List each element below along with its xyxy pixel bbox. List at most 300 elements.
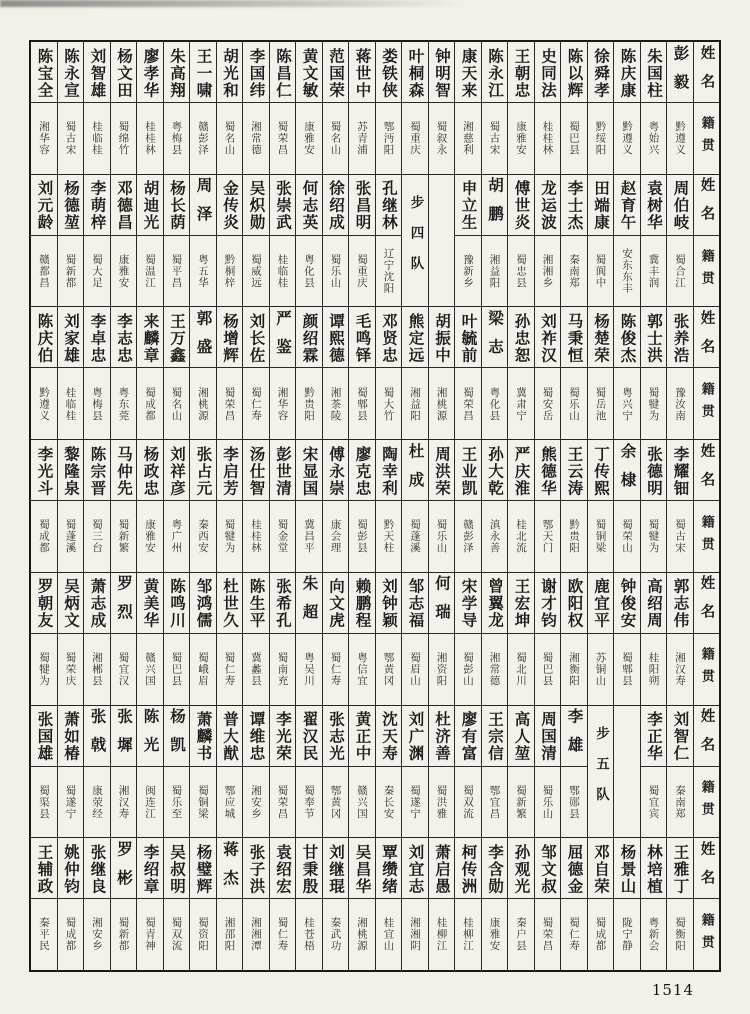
place-cell [323,236,349,307]
person-place: 黔天柱 [382,519,395,554]
person-column [455,838,482,970]
name-cell [323,175,349,236]
person-name: 袁树华 [645,180,663,232]
person-place: 蜀巴县 [170,651,183,687]
place-cell [429,501,455,572]
place-cell [535,103,561,174]
name-cell [402,307,428,368]
place-cell [641,501,667,572]
person-column [667,440,694,572]
person-name: 王一啸 [194,47,213,99]
person-place: 蜀北川 [515,651,527,687]
name-cell [217,307,243,368]
person-column [270,307,297,439]
person-name: 廖有富 [459,711,478,763]
person-place: 蜀眉山 [409,651,421,687]
person-place: 蜀郫县 [621,651,633,687]
place-cell [614,368,640,439]
name-cell [58,307,84,368]
person-place: 湘安乡 [250,784,262,820]
person-place: 冀蠡县 [250,651,262,687]
person-name: 刘继琨 [327,843,345,895]
person-place: 蜀新繁 [117,519,130,554]
name-cell [376,175,402,236]
person-place: 湘桃源 [435,386,448,422]
person-column [667,706,694,838]
header-place-label: 籍贯 [698,912,714,957]
person-place: 黔贵阳 [303,386,315,422]
person-column [614,42,641,174]
name-cell [349,573,375,634]
place-cell [588,103,614,174]
person-place: 湘桃源 [356,917,368,952]
person-column [614,838,641,970]
person-column [667,307,694,439]
name-cell [270,42,296,103]
name-cell [31,175,57,236]
place-cell [588,501,614,572]
place-cell [111,501,137,572]
place-cell [296,767,322,838]
person-column [323,573,350,705]
name-cell [588,573,614,634]
person-place: 湘邵阳 [223,917,236,952]
person-column [296,175,323,307]
place-cell [323,501,349,572]
empty-column [614,706,641,838]
place-cell [508,103,534,174]
name-cell [323,573,349,634]
place-cell [588,634,614,705]
person-place: 桂宜山 [382,917,395,952]
person-column [376,573,403,705]
person-name: 杨长荫 [168,180,186,232]
person-place: 湘资阳 [435,651,448,687]
person-place: 鄂天门 [541,519,554,554]
person-column [296,838,323,970]
header-column [694,175,720,307]
name-cell [508,706,534,767]
person-column [376,42,403,174]
place-cell [535,767,561,838]
name-cell [243,42,269,103]
header-name-cell [694,440,720,501]
person-column [217,838,244,970]
person-name: 张戟 [88,708,107,766]
person-place: 蜀洪雅 [435,784,448,820]
person-place: 粤新会 [647,917,660,952]
person-name: 熊德华 [539,445,557,497]
person-column [667,42,694,174]
person-name: 邓德昌 [115,180,133,232]
person-name: 叶毓前 [459,312,478,364]
person-column [164,440,191,572]
name-cell [429,440,455,501]
place-cell [561,103,587,174]
name-cell [376,838,402,899]
place-cell [482,899,508,970]
name-cell [455,838,481,899]
person-place: 赣兴国 [144,651,156,687]
person-place: 蜀仁寿 [329,651,342,687]
person-name: 王宏坤 [512,578,531,630]
person-name: 张德明 [645,445,663,497]
person-column [217,440,244,572]
person-name: 谭熙德 [327,312,345,364]
name-cell [588,307,614,368]
person-place: 鄂沔阳 [382,121,395,156]
place-cell [270,368,296,439]
person-place: 湘汉寿 [117,784,130,820]
person-name: 钟明智 [433,47,451,99]
person-column [296,440,323,572]
person-place: 康雅安 [144,519,156,554]
place-cell [137,236,163,307]
person-name: 梁志 [486,309,504,367]
person-place: 蜀忠县 [515,253,527,289]
name-cell [31,307,57,368]
name-cell [561,440,587,501]
place-cell [243,103,269,174]
place-cell [402,103,428,174]
place-cell [243,236,269,307]
person-name: 赖鹏程 [353,578,372,630]
person-column [137,838,164,970]
person-column [164,838,191,970]
name-cell [270,175,296,236]
header-place-cell [694,767,720,838]
name-cell [614,440,640,501]
person-column [84,838,111,970]
roster-band-5 [31,573,719,706]
name-cell [190,42,216,103]
page-number: 1514 [651,981,694,999]
person-column [270,573,297,705]
name-cell [84,706,110,767]
name-cell [111,42,137,103]
person-place: 蜀遂宁 [64,784,77,820]
name-cell [190,838,216,899]
person-column [31,706,58,838]
name-cell [376,440,402,501]
place-cell [190,634,216,705]
person-name: 胡光和 [221,47,239,99]
place-cell [243,368,269,439]
person-name: 宋显国 [300,445,319,497]
person-name: 邓贤忠 [380,312,398,364]
person-name: 王万鑫 [168,312,186,364]
person-place: 粤化县 [303,253,315,289]
place-cell [402,899,428,970]
person-name: 邹志福 [406,578,425,630]
person-column [667,838,694,970]
person-name: 萧如椿 [62,711,80,763]
name-cell [349,706,375,767]
place-cell [614,501,640,572]
name-cell [641,440,667,501]
name-cell [243,838,269,899]
person-column [58,440,85,572]
person-column [58,42,85,174]
header-place-cell [694,103,720,174]
place-cell [402,501,428,572]
person-name: 陶幸利 [380,445,398,497]
person-column [84,440,111,572]
person-name: 李光荣 [274,711,292,763]
person-place: 蜀仁寿 [250,386,262,422]
person-name: 陈庆康 [618,47,637,99]
name-cell [296,440,322,501]
person-place: 豫新乡 [462,253,474,289]
person-name: 王朝忠 [512,47,531,99]
name-cell [482,838,508,899]
person-place: 黔遵义 [38,386,50,422]
person-name: 张国雄 [35,711,54,763]
name-cell [588,175,614,236]
name-cell [349,175,375,236]
person-place: 桂临桂 [276,253,289,289]
person-place: 蜀蓬溪 [409,519,421,554]
person-column [641,175,668,307]
person-place: 苏青浦 [356,121,368,156]
person-place: 桂临桂 [64,386,77,422]
person-name: 刘智仁 [671,711,690,763]
person-place: 湘益阳 [409,386,421,422]
name-cell [270,440,296,501]
person-column [429,706,456,838]
person-name: 朱高翔 [168,47,186,99]
person-name: 周泽 [194,177,213,235]
place-cell [429,767,455,838]
name-cell [508,42,534,103]
person-name: 罗彬 [115,840,133,898]
place-cell [349,236,375,307]
person-column [243,706,270,838]
name-cell [508,440,534,501]
person-column [482,838,509,970]
person-name: 林培植 [645,843,663,895]
person-name: 邓自荣 [592,843,610,895]
person-place: 桂柳江 [462,917,474,952]
person-place: 黔遵义 [621,121,633,156]
person-column [58,573,85,705]
person-column [402,838,429,970]
roster-band-4 [31,440,719,573]
person-place: 鄂宜昌 [488,784,501,820]
person-column [84,175,111,307]
name-cell [561,175,587,236]
name-cell [58,175,84,236]
person-name: 张崇武 [274,180,292,232]
header-column [694,307,720,439]
person-place: 冀肃宁 [515,386,527,422]
person-column [561,307,588,439]
place-cell [614,634,640,705]
person-place: 黔绥阳 [594,121,607,156]
person-column [641,838,668,970]
person-name: 朱国柱 [645,47,663,99]
roster-band-1 [31,42,719,175]
person-place: 蜀绵竹 [117,121,130,156]
person-name: 张墀 [115,708,133,766]
person-name: 胡鹏 [486,177,504,235]
place-cell [376,236,402,307]
name-cell [429,706,455,767]
place-cell [137,899,163,970]
place-cell [31,501,57,572]
person-name: 李正华 [645,711,663,763]
person-name: 王辅政 [35,843,54,895]
person-place: 蜀荣昌 [276,784,289,820]
place-cell [349,501,375,572]
person-place: 蜀巴县 [568,121,580,156]
place-cell [270,767,296,838]
person-place: 粤始兴 [647,121,660,156]
person-place: 桂临桂 [91,121,103,156]
place-cell [217,767,243,838]
person-name: 郭盛 [194,309,213,367]
person-column [641,440,668,572]
person-place: 赣兴国 [356,784,368,820]
name-cell [58,838,84,899]
place-cell [641,899,667,970]
person-name: 张继良 [88,843,107,895]
person-column [137,42,164,174]
place-cell [137,634,163,705]
person-column [588,175,615,307]
place-cell [164,103,190,174]
person-place: 蜀阆中 [594,253,607,289]
person-column [588,42,615,174]
person-column [429,838,456,970]
name-cell [535,838,561,899]
person-name: 刘祚汉 [539,312,557,364]
place-cell [190,236,216,307]
place-cell [667,501,693,572]
place-cell [31,368,57,439]
header-place-cell [694,236,720,307]
name-cell [588,838,614,899]
name-cell [111,838,137,899]
person-name: 胡振中 [433,312,451,364]
name-cell [323,706,349,767]
person-column [402,440,429,572]
place-cell [455,501,481,572]
place-cell [667,368,693,439]
empty-column [429,175,456,307]
person-place: 康雅安 [488,917,501,952]
person-name: 杨德堃 [62,180,80,232]
person-place: 秦武功 [329,917,342,952]
person-place: 蜀仁寿 [568,917,580,952]
place-cell [31,899,57,970]
place-cell [508,634,534,705]
name-cell [482,175,508,236]
header-place-cell [694,634,720,705]
person-name: 李绍章 [141,843,160,895]
person-name: 廖克忠 [353,445,372,497]
person-place: 蜀彭县 [356,519,368,554]
person-column [323,307,350,439]
person-column [455,573,482,705]
person-name: 陈生平 [247,578,266,630]
person-place: 鄂应城 [223,784,236,820]
name-cell [614,42,640,103]
person-column [482,706,509,838]
roster-band-2 [31,175,719,308]
person-column [84,307,111,439]
person-name: 陈俊杰 [618,312,637,364]
name-cell [270,838,296,899]
name-cell [561,573,587,634]
person-column [164,706,191,838]
person-column [190,307,217,439]
person-name: 刘祥彦 [168,445,186,497]
person-name: 赵育午 [618,180,637,232]
place-cell [376,368,402,439]
place-cell [535,501,561,572]
place-cell [296,899,322,970]
name-cell [164,175,190,236]
place-cell [164,236,190,307]
place-cell [190,767,216,838]
place-cell [535,236,561,307]
person-place: 蜀南充 [276,651,289,687]
person-place: 湘湘阴 [409,917,421,952]
place-cell [349,368,375,439]
person-name: 金传炎 [221,180,239,232]
person-place: 粤吴川 [303,651,315,687]
person-place: 蜀乐至 [170,784,183,820]
person-column [614,573,641,705]
person-column [190,573,217,705]
person-column [508,307,535,439]
person-column [508,175,535,307]
person-name: 余棣 [618,442,637,500]
name-cell [588,440,614,501]
place-cell [164,368,190,439]
person-column [270,440,297,572]
place-cell [31,236,57,307]
person-place: 蜀乐山 [435,519,448,554]
place-cell [641,368,667,439]
header-place-label: 籍贯 [698,647,714,692]
name-cell [137,573,163,634]
person-column [535,706,562,838]
person-column [111,838,138,970]
name-cell [137,307,163,368]
header-place-label: 籍贯 [698,514,714,559]
name-cell [111,706,137,767]
person-name: 刘家雄 [62,312,80,364]
person-name: 曾翼龙 [486,578,504,630]
person-place: 闽连江 [144,784,156,820]
name-cell [164,838,190,899]
squad-column [588,706,615,838]
name-cell [402,573,428,634]
person-column [508,706,535,838]
header-name-cell [694,838,720,899]
roster-band-6 [31,706,719,839]
person-column [455,307,482,439]
name-cell [137,706,163,767]
person-name: 龙运波 [539,180,557,232]
person-name: 欧阳权 [565,578,584,630]
person-column [641,307,668,439]
name-cell [535,175,561,236]
person-column [58,307,85,439]
person-place: 赣彭泽 [462,519,474,554]
